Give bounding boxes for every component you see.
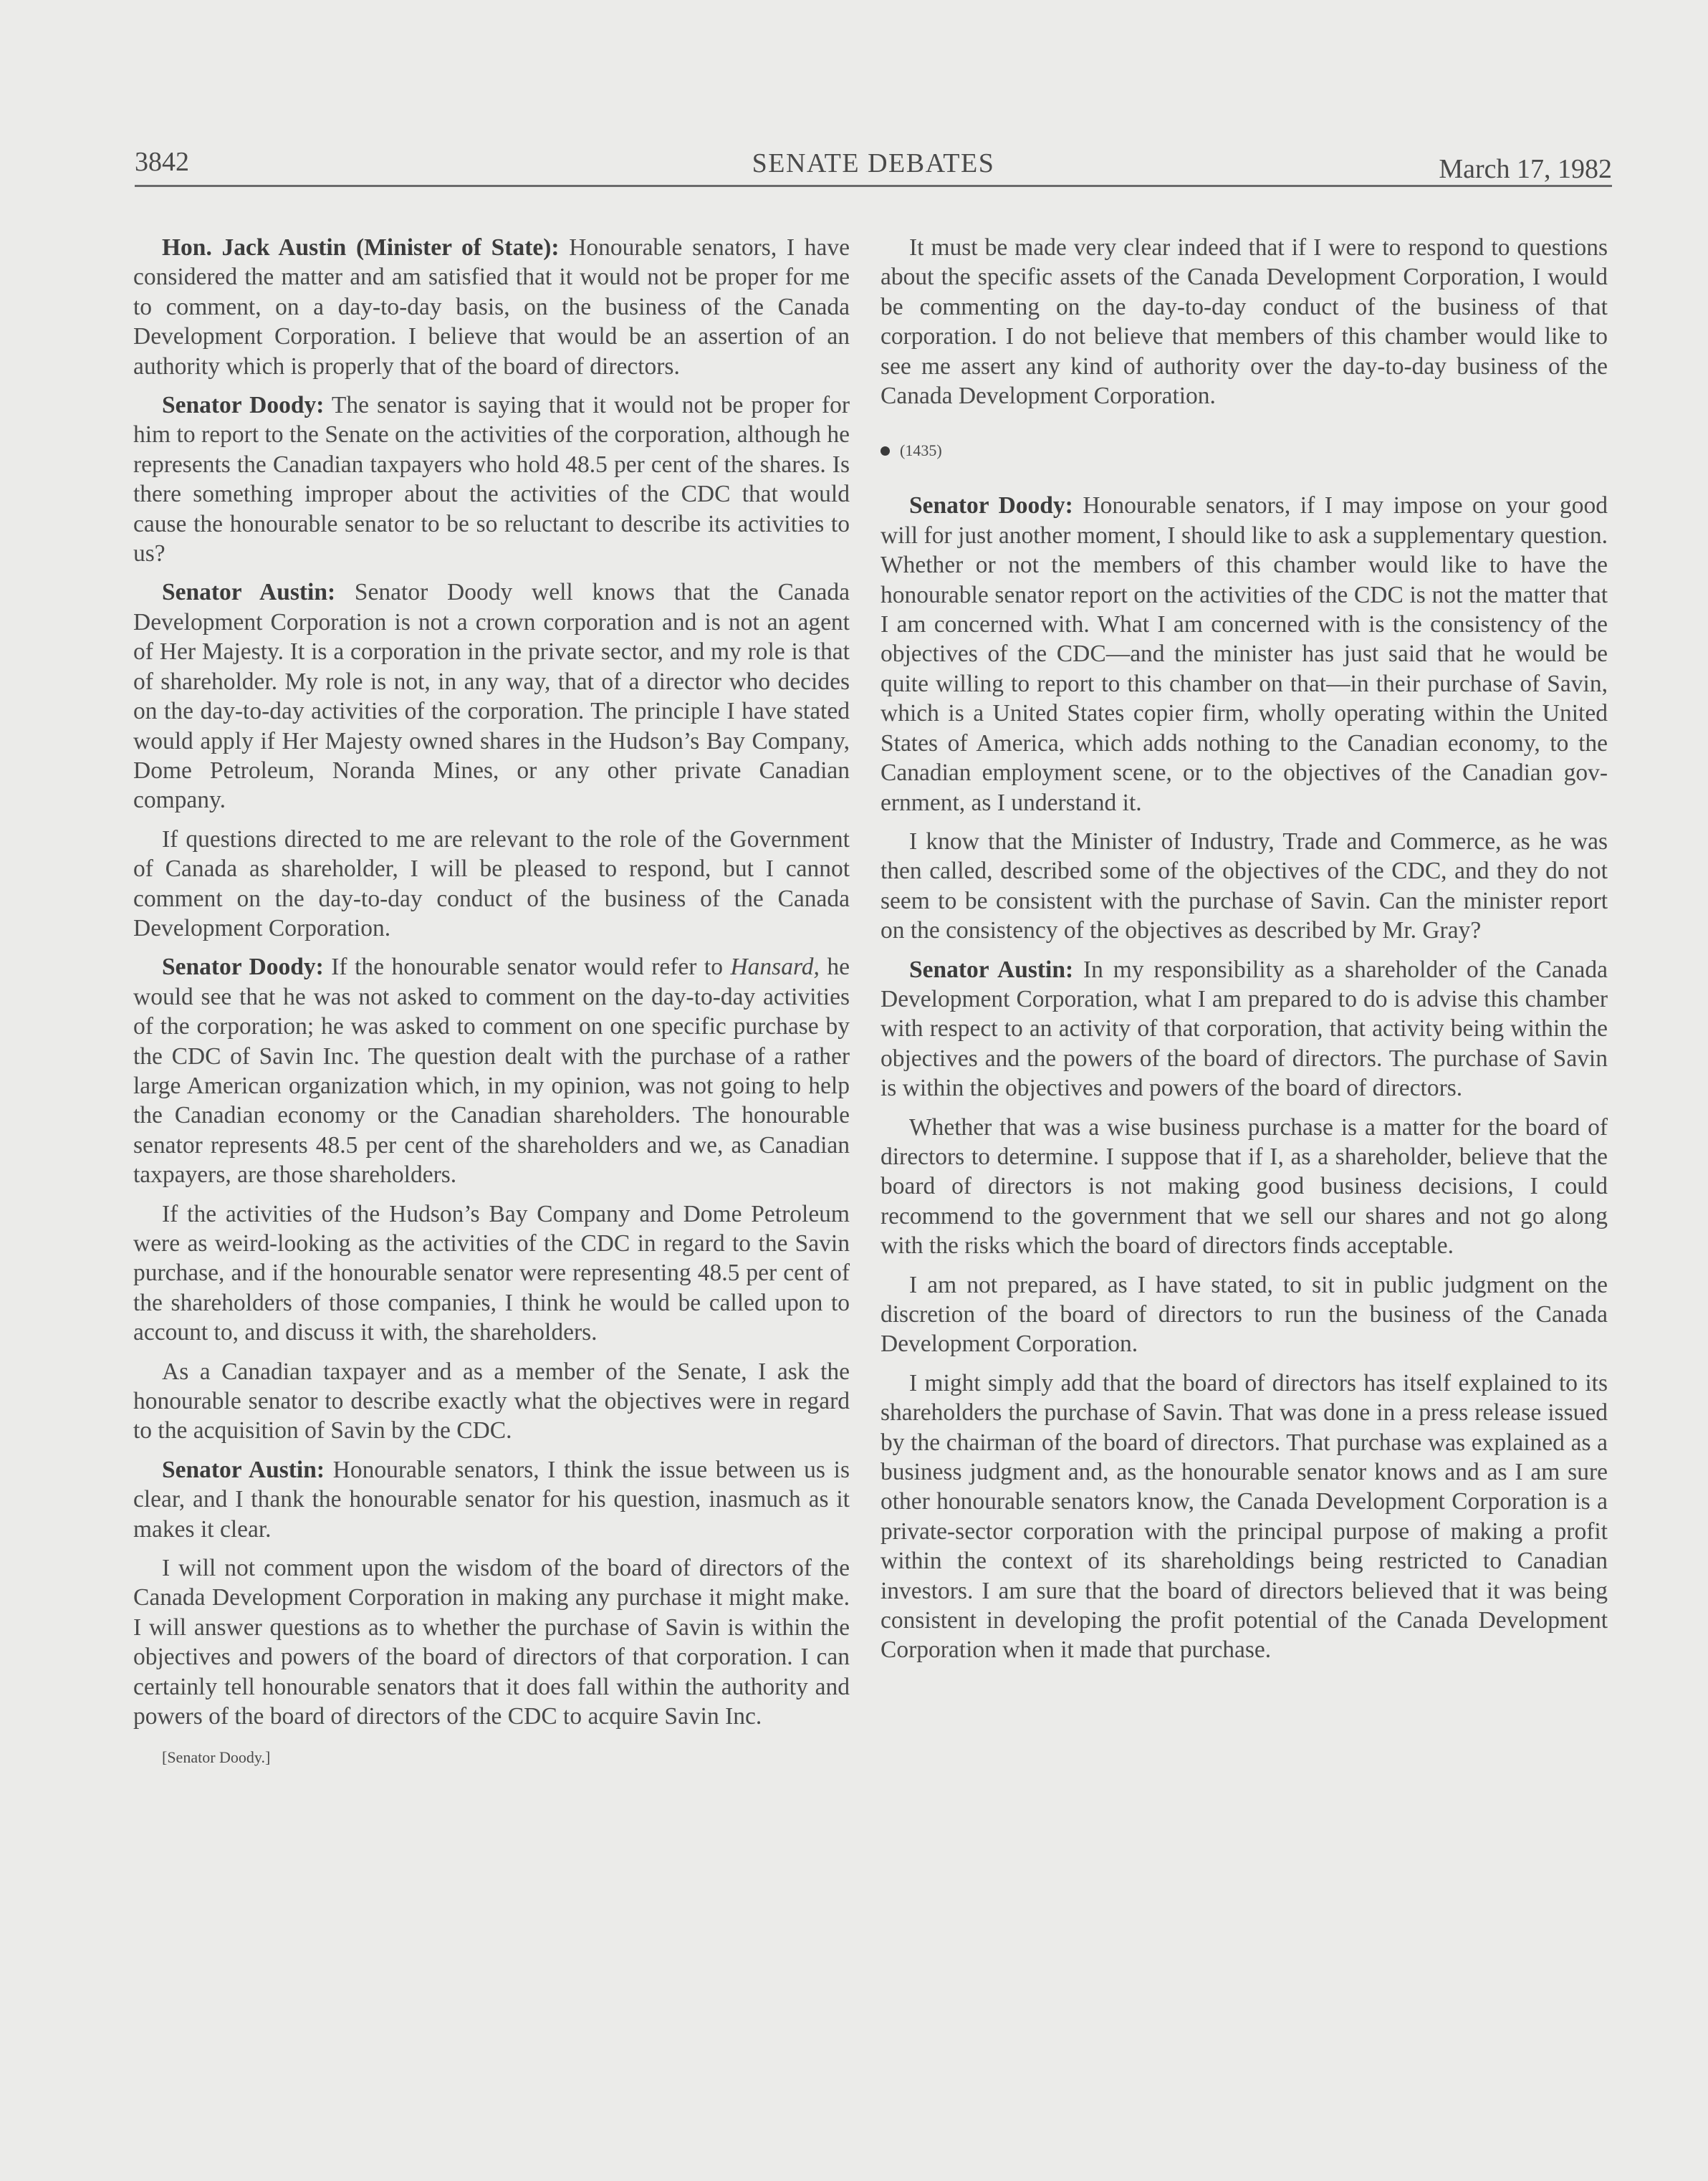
paragraph bbox=[133, 1455, 850, 1544]
speech-text: he would see that he was not asked to comment on the day-to-day activities of the corporation; he was asked to comment on one specific purchase by the CDC of Savin Inc. The question dealt with the purchase of a rather large American organization which, in my opinion, was not going to help the Canadian economy or the Canadian shareholders. The honourable senator represents 48.5 per cent of the shareholders and we, as Canadian taxpayers, are those shareholders. bbox=[133, 954, 850, 1189]
paragraph bbox=[881, 491, 1608, 817]
speaker-name: Senator Doody: bbox=[909, 492, 1073, 519]
speech-text: I might simply add that the board of directors has itself explained to its shareholders the purchase of Savin. That was done in a press release issued by the chairman of the board of directors. That purchase was explained as a business judgment and, as the honourable senator knows and as I am sure other honourable senators know, the Canada Development Corporation is a private-sector corporation with the principal purpose of making a profit within the context of its shareholdings being restricted to Canadian investors. I am sure that the board of directors believed that it was being consistent in developing the profit potential of the Canada Development Corporation when it made that purchase. bbox=[881, 1369, 1608, 1664]
bullet-icon bbox=[881, 446, 890, 456]
paragraph bbox=[881, 955, 1608, 1103]
speech-text: In my responsibility as a shareholder of the Canada Development Corporation, what I am prepared to do is advise this chamber with respect to an activity of that corporation, that activity being within the objectives and the powers of the board of directors. The purchase of Savin is within the objectives and powers of the board of directors. bbox=[881, 956, 1608, 1102]
right-column bbox=[881, 233, 1608, 1674]
speaker-name: Hon. Jack Austin (Minister of State): bbox=[162, 234, 560, 261]
paragraph bbox=[133, 233, 850, 381]
speech-text: Senator Doody well knows that the Canada Development Corporation is not a crown corporation and is not an agent of Her Majesty. It is a corporation in the private sector, and my role is that of shareholder. My role is not, in any way, that of a director who decides on the day-to-day activities of the corporation. The principle I have stated would apply if Her Majesty owned shares in the Hudson’s Bay Company, Dome Petroleum, Noranda Mines, or any other private Canadian company. bbox=[133, 579, 850, 814]
speech-text: Honourable senators, I have considered the matter and am satisfied that it would not be proper for me to comment, on a day-to-day basis, on the business of the Canada Development Corporation. I believe that would be an assertion of an authority which is properly that of the board of directors. bbox=[133, 234, 850, 380]
speaker-name: Senator Austin: bbox=[909, 956, 1074, 983]
left-column bbox=[133, 233, 850, 1768]
speech-text: I will not comment upon the wisdom of the board of directors of the Canada Development Corporation in making any purchase it might make. I will answer questions as to whether the purchase of Savin is within the objectives and powers of the board of directors of that corporation. I can certainly tell honourable senators that it does fall within the authority and powers of the board of directors of the CDC to acquire Savin Inc. bbox=[133, 1555, 850, 1730]
speech-text: The senator is saying that it would not be proper for him to report to the Senate on the activities of the corporation, although he represents the Canadian taxpayers who hold 48.5 per cent of the shares. Is there something improper about the activities of the CDC that would cause the honourable senator to be so reluctant to describe its activities to us? bbox=[133, 392, 850, 567]
paragraph bbox=[133, 577, 850, 815]
speaker-name: Senator Austin: bbox=[162, 579, 336, 606]
paragraph bbox=[133, 1199, 850, 1348]
paragraph bbox=[881, 1368, 1608, 1665]
publication-date: March 17, 1982 bbox=[1439, 154, 1612, 184]
speech-text: I know that the Minister of Industry, Trade and Commerce, as he was then called, described some of the objectives of the CDC, and they do not seem to be consistent with the purchase of Savin. Can the minister report on the consistency of the objectives as described by Mr. Gray? bbox=[881, 828, 1608, 944]
paragraph bbox=[133, 1357, 850, 1446]
speech-text: I am not prepared, as I have stated, to sit in public judgment on the discretion of the board of directors to run the business of the Canada Development Corporation. bbox=[881, 1271, 1608, 1358]
paragraph bbox=[881, 1270, 1608, 1359]
paragraph bbox=[881, 1113, 1608, 1261]
speech-text: As a Canadian taxpayer and as a member of the Senate, I ask the honourable senator to describe exactly what the objectives were in regard to the acquisition of Savin by the CDC. bbox=[133, 1358, 850, 1444]
time-marker-label: (1435) bbox=[900, 441, 942, 460]
time-marker bbox=[881, 441, 1608, 461]
paragraph bbox=[881, 233, 1608, 411]
speaker-name: Senator Doody: bbox=[162, 392, 325, 419]
paragraph bbox=[133, 825, 850, 944]
paragraph bbox=[881, 827, 1608, 946]
speech-text: Honourable senators, I think the issue between us is clear, and I thank the honourable senator for his question, inasmuch as it makes it clear. bbox=[133, 1456, 850, 1543]
italic-reference: Hansard, bbox=[730, 954, 820, 981]
paragraph bbox=[133, 1553, 850, 1731]
speech-text: It must be made very clear indeed that if I were to respond to questions about the specific assets of the Canada Development Corporation, I would be commenting on the day-to-day conduct of the business of that corporation. I do not believe that members of this chamber would like to see me assert any kind of authority over the day-to-day business of the Canada Development Corporation. bbox=[881, 234, 1608, 410]
speaker-name: Senator Austin: bbox=[162, 1456, 325, 1483]
speaker-name: Senator Doody: bbox=[162, 954, 324, 981]
speech-text: If questions directed to me are relevant to the role of the Government of Canada as shareholder, I will be pleased to respond, but I cannot comment on the day-to-day conduct of the business of the Canada Development Corporation. bbox=[133, 825, 850, 941]
speech-text: Whether that was a wise business purchase is a matter for the board of directors to determine. I suppose that if I, as a shareholder, believe that the board of directors is not making good business decisions, I could recommend to the government that we sell our shares and not go along with the risks which the board of directors finds acceptable. bbox=[881, 1113, 1608, 1260]
speech-text: If the activities of the Hudson’s Bay Company and Dome Petroleum were as weird-looking as the activities of the CDC in regard to the Savin purchase, and if the honourable senator were representing 48.5 per cent of the shareholders of those companies, I think he would be called upon to account to, and discuss it with, the shareholders. bbox=[133, 1200, 850, 1346]
paragraph bbox=[133, 952, 850, 1189]
continuation-note: [Senator Doody.] bbox=[162, 1748, 271, 1766]
publication-title: SENATE DEBATES bbox=[752, 148, 995, 178]
speech-text: Honourable senators, if I may impose on your good will for just another moment, I should like to ask a supplementary question. Whether or not the members of this chamber would like to have the honourable senator report on the activities of the CDC is not the matter that I am concerned with. What I am concerned with is the consistency of the objectives of the CDC—and the minister has just said that he would be quite willing to report to this chamber on that—in their purchase of Savin, which is a United States copier firm, wholly operating within the United States of America, which adds nothing to the Canadian economy, to the Canadian employment scene, or to the objectives of the Canadian government, as I understand it. bbox=[881, 492, 1608, 816]
speech-text: If the honourable senator would refer to bbox=[323, 954, 731, 981]
page-number: 3842 bbox=[135, 147, 189, 177]
paragraph bbox=[133, 390, 850, 568]
page-header bbox=[135, 145, 1612, 187]
